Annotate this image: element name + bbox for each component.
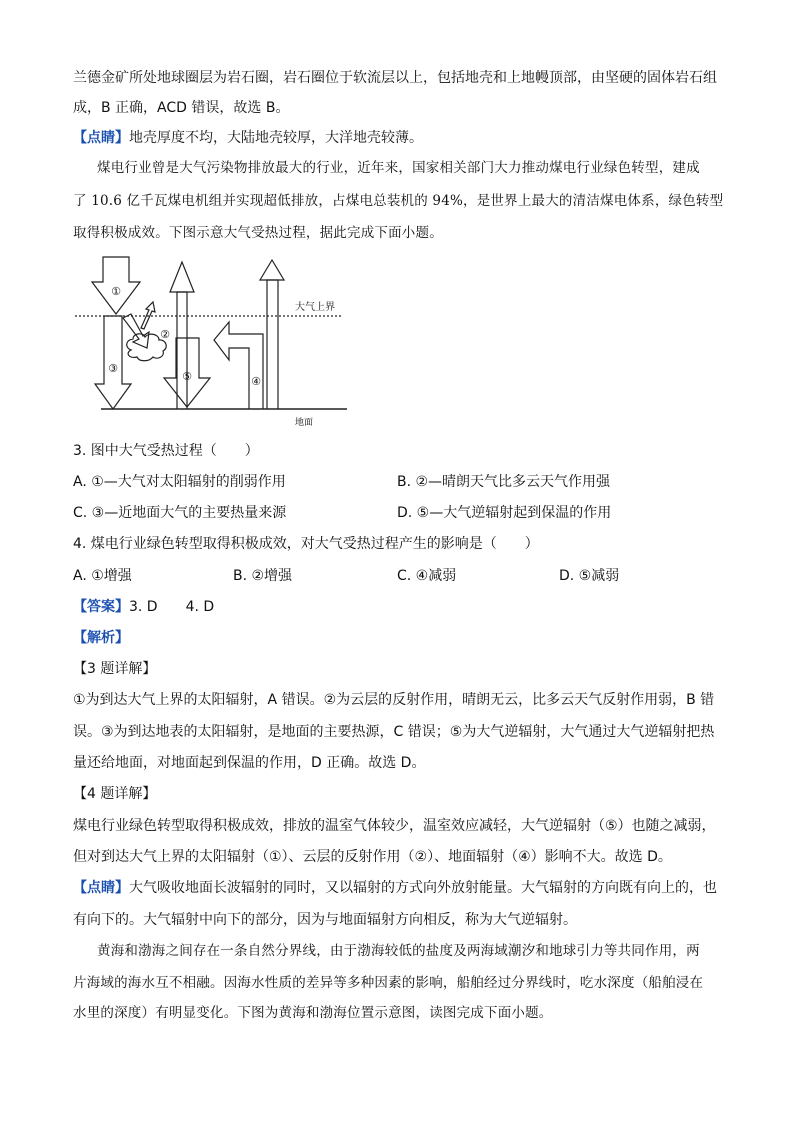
tip1 (73, 128, 423, 148)
label-4: ④ (251, 375, 261, 388)
d3-line2: 误。③为到达地表的太阳辐射，是地面的主要热源，C 错误；⑤为大气逆辐射，大气通过大气逆辐射把热 (73, 724, 715, 740)
analysis-tag: 【解析】 (73, 630, 129, 646)
q4-option-a: A. ①增强 (73, 568, 132, 584)
para1-line1: 兰德金矿所处地球圈层为岩石圈，岩石圈位于软流层以上，包括地壳和上地幔顶部，由坚硬的固体岩石组 (73, 70, 717, 86)
q3-stem: 3. 图中大气受热过程（ ） (73, 443, 259, 459)
d3-line1: ①为到达大气上界的太阳辐射，A 错误。②为云层的反射作用，晴朗无云，比多云天气反射作用弱，B 错 (73, 692, 715, 708)
q4-option-c: C. ④减弱 (397, 568, 457, 584)
intro-line3: 取得积极成效。下图示意大气受热过程，据此完成下面小题。 (73, 225, 443, 241)
arrow-4-up-head-icon (260, 260, 284, 280)
answer (73, 597, 214, 617)
arrow-4-icon (214, 322, 263, 409)
intro2-line3: 水里的深度）有明显变化。下图为黄海和渤海位置示意图，读图完成下面小题。 (73, 1005, 553, 1021)
answer-text: 3. D 4. D (129, 599, 215, 615)
answer-tag: 【答案】 (73, 599, 129, 615)
tip2-line1 (73, 878, 717, 898)
tip2-line2: 有向下的。大气辐射中向下的部分，因为与地面辐射方向相反，称为大气逆辐射。 (73, 912, 577, 928)
arrow-4-up-stem (267, 280, 278, 409)
q3-option-b: B. ②—晴朗天气比多云天气作用强 (397, 474, 611, 490)
tip1-tag: 【点睛】 (73, 130, 129, 146)
analysis (73, 628, 129, 648)
label-2: ② (160, 328, 170, 341)
arrow-5-up-stem (177, 292, 187, 409)
atmosphere-top-label: 大气上界 (295, 302, 335, 313)
d4-line2: 但对到达大气上界的太阳辐射（①）、云层的反射作用（②）、地面辐射（④）影响不大。故选 D。 (73, 849, 672, 865)
q3-option-a: A. ①—大气对太阳辐射的削弱作用 (73, 474, 286, 490)
q4-option-d: D. ⑤减弱 (559, 568, 620, 584)
tip1-text: 地壳厚度不均，大陆地壳较厚，大洋地壳较薄。 (129, 130, 423, 146)
intro2-line1: 黄海和渤海之间存在一条自然分界线，由于渤海较低的盐度及两海域潮汐和地球引力等共同作用，两 (97, 943, 700, 959)
para1-line2: 成，B 正确，ACD 错误，故选 B。 (73, 100, 290, 116)
ground-label: 地面 (295, 418, 314, 428)
q3-option-c: C. ③—近地面大气的主要热量来源 (73, 505, 287, 521)
q4-stem: 4. 煤电行业绿色转型取得积极成效，对大气受热过程产生的影响是（ ） (73, 536, 539, 552)
tip2-tag: 【点睛】 (73, 880, 129, 896)
d4-tag: 【4 题详解】 (73, 786, 157, 802)
label-1: ① (111, 285, 121, 298)
intro2-line2: 片海域的海水互不相融。因海水性质的差异等多种因素的影响，船舶经过分界线时，吃水深度（船舶浸在 (73, 975, 704, 991)
d3-tag: 【3 题详解】 (73, 661, 157, 677)
intro-line2: 了 10.6 亿千瓦煤电机组并实现超低排放，占煤电总装机的 94%，是世界上最大的清洁煤电体系，绿色转型 (73, 193, 724, 209)
q4-option-b: B. ②增强 (233, 568, 293, 584)
label-5: ⑤ (182, 370, 192, 383)
d4-line1: 煤电行业绿色转型取得积极成效，排放的温室气体较少，温室效应减轻，大气逆辐射（⑤）也随之减弱， (73, 818, 716, 834)
atmosphere-heating-diagram (73, 252, 353, 430)
label-3: ③ (108, 362, 118, 375)
q3-option-d: D. ⑤—大气逆辐射起到保温的作用 (397, 505, 612, 521)
d3-line3: 量还给地面，对地面起到保温的作用，D 正确。故选 D。 (73, 755, 426, 771)
intro-line1: 煤电行业曾是大气污染物排放最大的行业，近年来，国家相关部门大力推动煤电行业绿色转型，建成 (97, 160, 700, 176)
arrow-up-head-icon (170, 262, 194, 292)
tip2-text1: 大气吸收地面长波辐射的同时，又以辐射的方式向外放射能量。大气辐射的方向既有向上的，也 (129, 880, 717, 896)
